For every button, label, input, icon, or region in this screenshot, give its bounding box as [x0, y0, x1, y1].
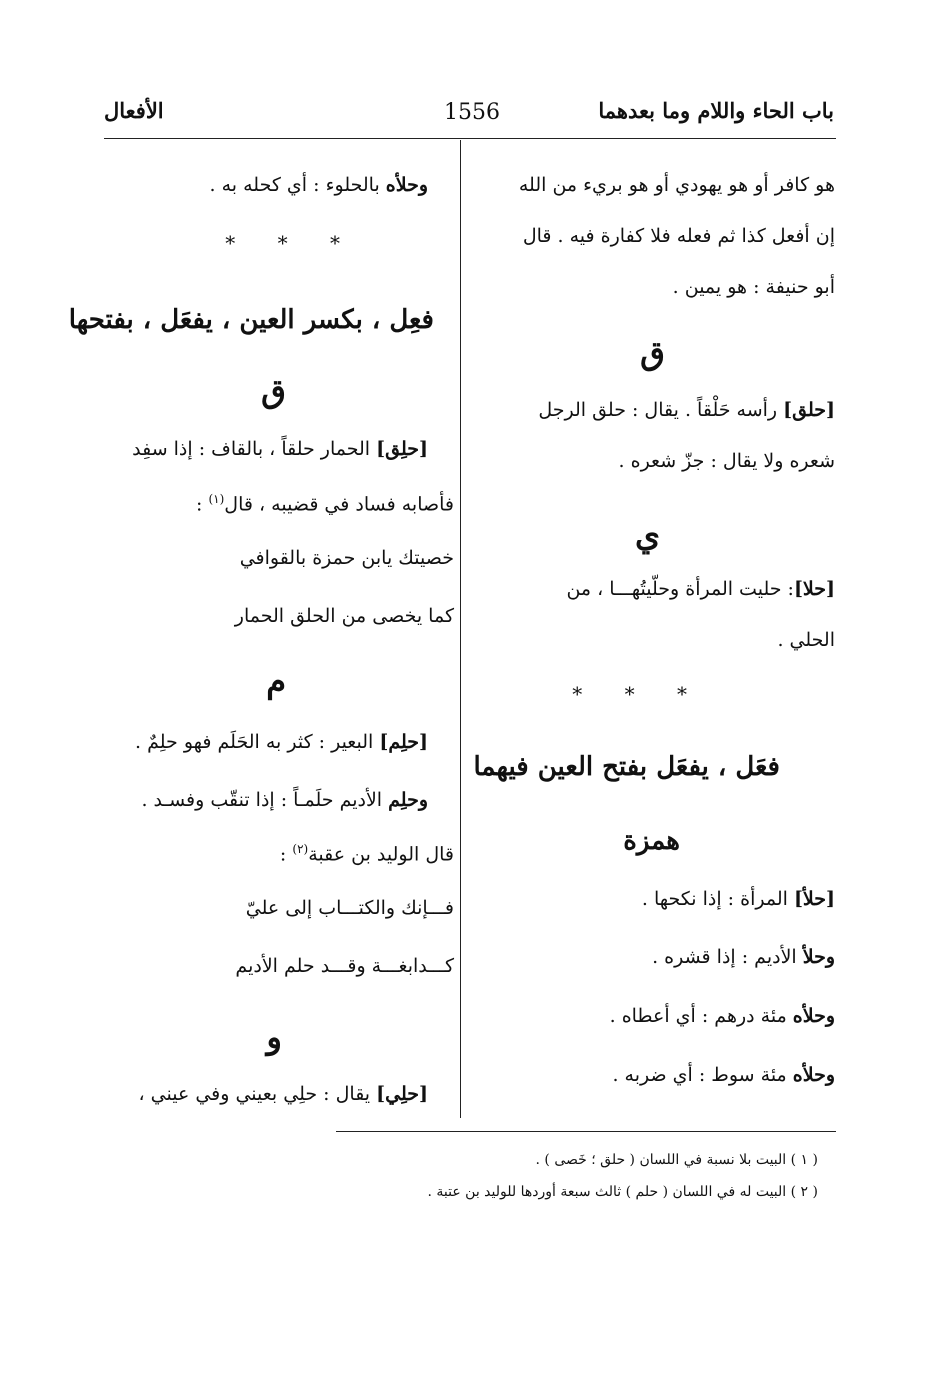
entry-key: [حلِي] [376, 1083, 428, 1105]
entry-text: المرأة : إذا نكحها . [641, 888, 794, 910]
entry-key: وحلأه [792, 1064, 835, 1086]
entry-key: [حلا] [793, 578, 835, 600]
entry-text: البعير : كثر به الحَلَم فهو حلِمٌ . [135, 731, 380, 753]
letter-heading-mim: م [266, 662, 286, 700]
footnote: ( ١ ) البيت بلا نسبة في اللسان ( حلق ؛ خَصى ) . [535, 1152, 818, 1168]
entry-key: وحلأ [802, 946, 835, 968]
entry-halaqa [538, 395, 835, 425]
letter-heading-ya: ي [634, 516, 660, 554]
entry-text: بالحلوء : أي كحله به . [209, 174, 386, 196]
entry-haliqa [132, 434, 428, 464]
entry-key: وحلأه [385, 174, 428, 196]
entry-text: : [279, 843, 293, 866]
poem-line: كـــدابغـــة وقـــد حلم الأديم [235, 955, 454, 977]
text-line [196, 484, 454, 519]
page-number: 1556 [444, 100, 500, 125]
entry-text: : حليت المرأة وحلّيتُهـــا ، من [566, 578, 794, 600]
entry-text: فأصابه فساد في قضيبه ، قال [224, 493, 454, 516]
entry-hala-hamza [612, 1060, 835, 1090]
section-separator-stars: * * * [225, 231, 358, 255]
entry-halima [135, 727, 428, 757]
footnote: ( ٢ ) البيت له في اللسان ( حلم ) ثالث سبعة أوردها للوليد بن عتبة . [427, 1184, 818, 1200]
entry-text: : [196, 493, 209, 516]
entry-text: الحمار حلقاً ، بالقاف : إذا سفِد [132, 438, 377, 460]
letter-heading-qaf: ق [640, 334, 665, 372]
entry-key: [حلق] [783, 399, 835, 421]
entry-text: رأسه حَلْقاً . يقال : حلق الرجل [538, 399, 784, 421]
entry-text: الأديم : إذا قشره . [652, 946, 803, 968]
entry-text: مئة سوط : أي ضربه . [612, 1064, 793, 1086]
entry-halima-2 [141, 785, 428, 815]
text-line: إن أفعل كذا ثم فعله فلا كفارة فيه . قال [522, 225, 835, 247]
entry-hala [566, 574, 835, 604]
text-line: هو كافر أو هو يهودي أو هو بريء من الله [518, 174, 835, 196]
entry-hala-hamza [652, 942, 835, 972]
letter-heading-hamza: همزة [623, 826, 680, 856]
entry-key: [حلِم] [379, 731, 428, 753]
footnote-ref: (١) [208, 492, 225, 506]
left-column [68, 0, 454, 1130]
right-column [470, 0, 835, 1130]
entry-text: يقال : حلِي بعيني وفي عيني ، [138, 1083, 377, 1105]
poem-line: كما يخصى من الحلق الحمار [234, 605, 454, 627]
entry-key: وحلِم [388, 789, 428, 811]
running-header-chapter: باب الحاء واللام وما بعدهما [598, 98, 834, 123]
section-heading: فعِل ، بكسر العين ، يفعَل ، بفتحها [68, 305, 434, 335]
quote-intro [280, 834, 454, 869]
entry-text: الأديم حلَمـاً : إذا تنقّب وفسـد . [141, 789, 389, 811]
text-line: شعره ولا يقال : جزّ شعره . [618, 450, 835, 472]
text-line: الحلي . [777, 629, 835, 651]
section-heading: فعَل ، يفعَل بفتح العين فيهما [473, 752, 780, 782]
entry-hala-hamza [610, 1001, 835, 1031]
entry-key: وحلأه [792, 1005, 835, 1027]
entry-haliya [138, 1079, 428, 1109]
entry-hala-hamza [642, 884, 835, 914]
footnote-rule [336, 1131, 836, 1132]
entry-text: قال الوليد بن عقبة [308, 843, 454, 866]
poem-line: فـــإنك والكتـــاب إلى عليّ [245, 897, 454, 919]
section-separator-stars: * * * [572, 682, 705, 706]
entry-key: [حلأ] [793, 888, 835, 910]
entry-key: [حلِق] [376, 438, 428, 460]
entry-text: مئة درهم : أي أعطاه . [609, 1005, 793, 1027]
entry-halaah [210, 170, 428, 200]
text-line: أبو حنيفة : هو يمين . [672, 276, 835, 298]
poem-line: خصيتك يابن حمزة بالقوافي [239, 547, 454, 569]
running-header-section: الأفعال [104, 98, 164, 123]
column-divider [460, 140, 461, 1118]
letter-heading-waw: و [266, 1018, 282, 1056]
footnote-ref: (٢) [292, 842, 309, 856]
letter-heading-qaf: ق [261, 372, 286, 410]
